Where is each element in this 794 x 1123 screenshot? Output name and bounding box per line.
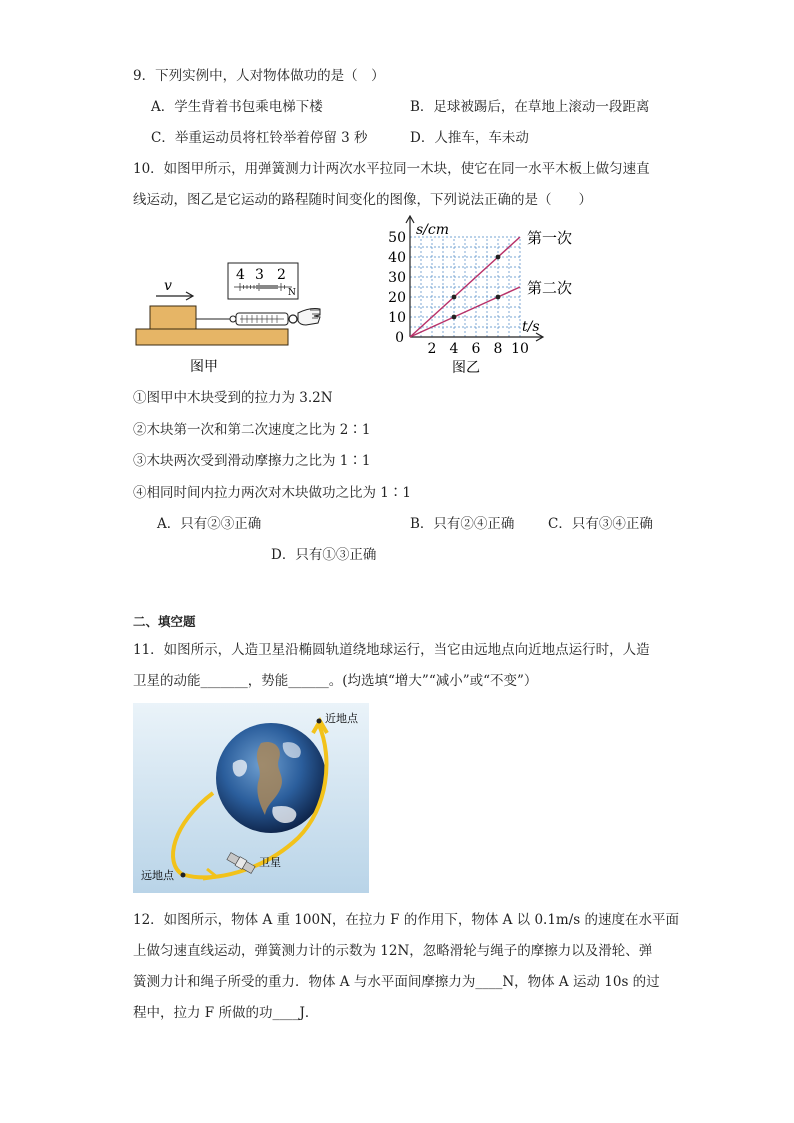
scale-number-4: 4 bbox=[236, 267, 245, 283]
data-point bbox=[452, 315, 457, 320]
y-tick-label: 20 bbox=[388, 290, 406, 306]
q12-line4: 程中，拉力 F 所做的功____J． bbox=[133, 1005, 319, 1021]
y-tick-label: 50 bbox=[388, 230, 406, 246]
q10-stem-line2: 线运动，图乙是它运动的路程随时间变化的图像，下列说法正确的是（ ） bbox=[133, 192, 592, 208]
q12-line3: 簧测力计和绳子所受的重力．物体 A 与水平面间摩擦力为____N，物体 A 运动 10s 的过 bbox=[133, 974, 660, 990]
perigee-label: 近地点 bbox=[325, 712, 358, 725]
satellite-label: 卫星 bbox=[259, 856, 281, 869]
data-point bbox=[496, 295, 501, 300]
q10-option-b: B．只有②④正确 bbox=[410, 516, 515, 532]
q10-statement-1: ①图甲中木块受到的拉力为 3.2N bbox=[133, 390, 333, 406]
q12-line1: 12．如图所示，物体 A 重 100N，在拉力 F 的作用下，物体 A 以 0.1m/s 的速度在水平面 bbox=[133, 912, 679, 928]
series-label-1: 第一次 bbox=[527, 229, 573, 247]
section-title: 二、填空题 bbox=[133, 614, 196, 629]
q9-stem: 9．下列实例中，人对物体做功的是（ ） bbox=[133, 68, 385, 84]
figure-jia-caption: 图甲 bbox=[190, 359, 218, 375]
perigee-point bbox=[317, 719, 322, 724]
q11-line2: 卫星的动能_______，势能______。(均选填“增大”“减小”或“不变”） bbox=[133, 673, 538, 689]
y-tick-label: 30 bbox=[388, 270, 406, 286]
q11-line1: 11．如图所示，人造卫星沿椭圆轨道绕地球运行，当它由远地点向近地点运行时，人造 bbox=[133, 642, 650, 658]
y-tick-label: 10 bbox=[388, 310, 406, 326]
data-point bbox=[452, 295, 457, 300]
q9-option-b: B．足球被踢后，在草地上滚动一段距离 bbox=[410, 99, 650, 115]
x-tick-label: 10 bbox=[511, 341, 529, 357]
scale-number-2: 2 bbox=[277, 267, 286, 283]
data-point bbox=[496, 255, 501, 260]
figure-earth-orbit bbox=[133, 703, 369, 893]
chart-labels bbox=[388, 222, 572, 376]
x-tick-label: 6 bbox=[471, 341, 481, 357]
apogee-label: 远地点 bbox=[141, 869, 174, 882]
x-tick-label: 4 bbox=[449, 341, 459, 357]
scale-unit: N bbox=[288, 288, 296, 298]
q10-statement-4: ④相同时间内拉力两次对木块做功之比为 1∶1 bbox=[133, 485, 411, 501]
series-line-2 bbox=[410, 287, 520, 337]
velocity-label: v bbox=[164, 278, 172, 294]
y-tick-label: 40 bbox=[388, 250, 406, 266]
figure-jia-spring-scale bbox=[130, 255, 340, 380]
figure-yi-caption: 图乙 bbox=[452, 360, 480, 376]
q10-stem-line1: 10．如图甲所示，用弹簧测力计两次水平拉同一木块，使它在同一水平木板上做匀速直 bbox=[133, 161, 650, 177]
q12-line2: 上做匀速直线运动，弹簧测力计的示数为 12N，忽略滑轮与绳子的摩擦力以及滑轮、弹 bbox=[133, 943, 653, 959]
q10-statement-2: ②木块第一次和第二次速度之比为 2∶1 bbox=[133, 422, 371, 438]
x-tick-label: 8 bbox=[493, 341, 503, 357]
q10-option-a: A．只有②③正确 bbox=[157, 516, 262, 532]
q9-option-c: C．举重运动员将杠铃举着停留 3 秒 bbox=[151, 130, 368, 146]
q9-option-d: D．人推车，车未动 bbox=[410, 130, 529, 146]
figure-yi-chart bbox=[368, 215, 618, 380]
scale-number-3: 3 bbox=[255, 267, 264, 283]
q10-option-c: C．只有③④正确 bbox=[548, 516, 653, 532]
y-axis-label: s/cm bbox=[416, 222, 450, 238]
q10-option-d: D．只有①③正确 bbox=[271, 547, 377, 563]
x-axis-label: t/s bbox=[522, 319, 540, 335]
x-tick-label: 2 bbox=[427, 341, 437, 357]
series-label-2: 第二次 bbox=[527, 279, 573, 297]
q9-option-a: A．学生背着书包乘电梯下楼 bbox=[151, 99, 323, 115]
origin-label: 0 bbox=[395, 330, 404, 346]
apogee-point bbox=[181, 873, 186, 878]
q10-statement-3: ③木块两次受到滑动摩擦力之比为 1∶1 bbox=[133, 453, 371, 469]
